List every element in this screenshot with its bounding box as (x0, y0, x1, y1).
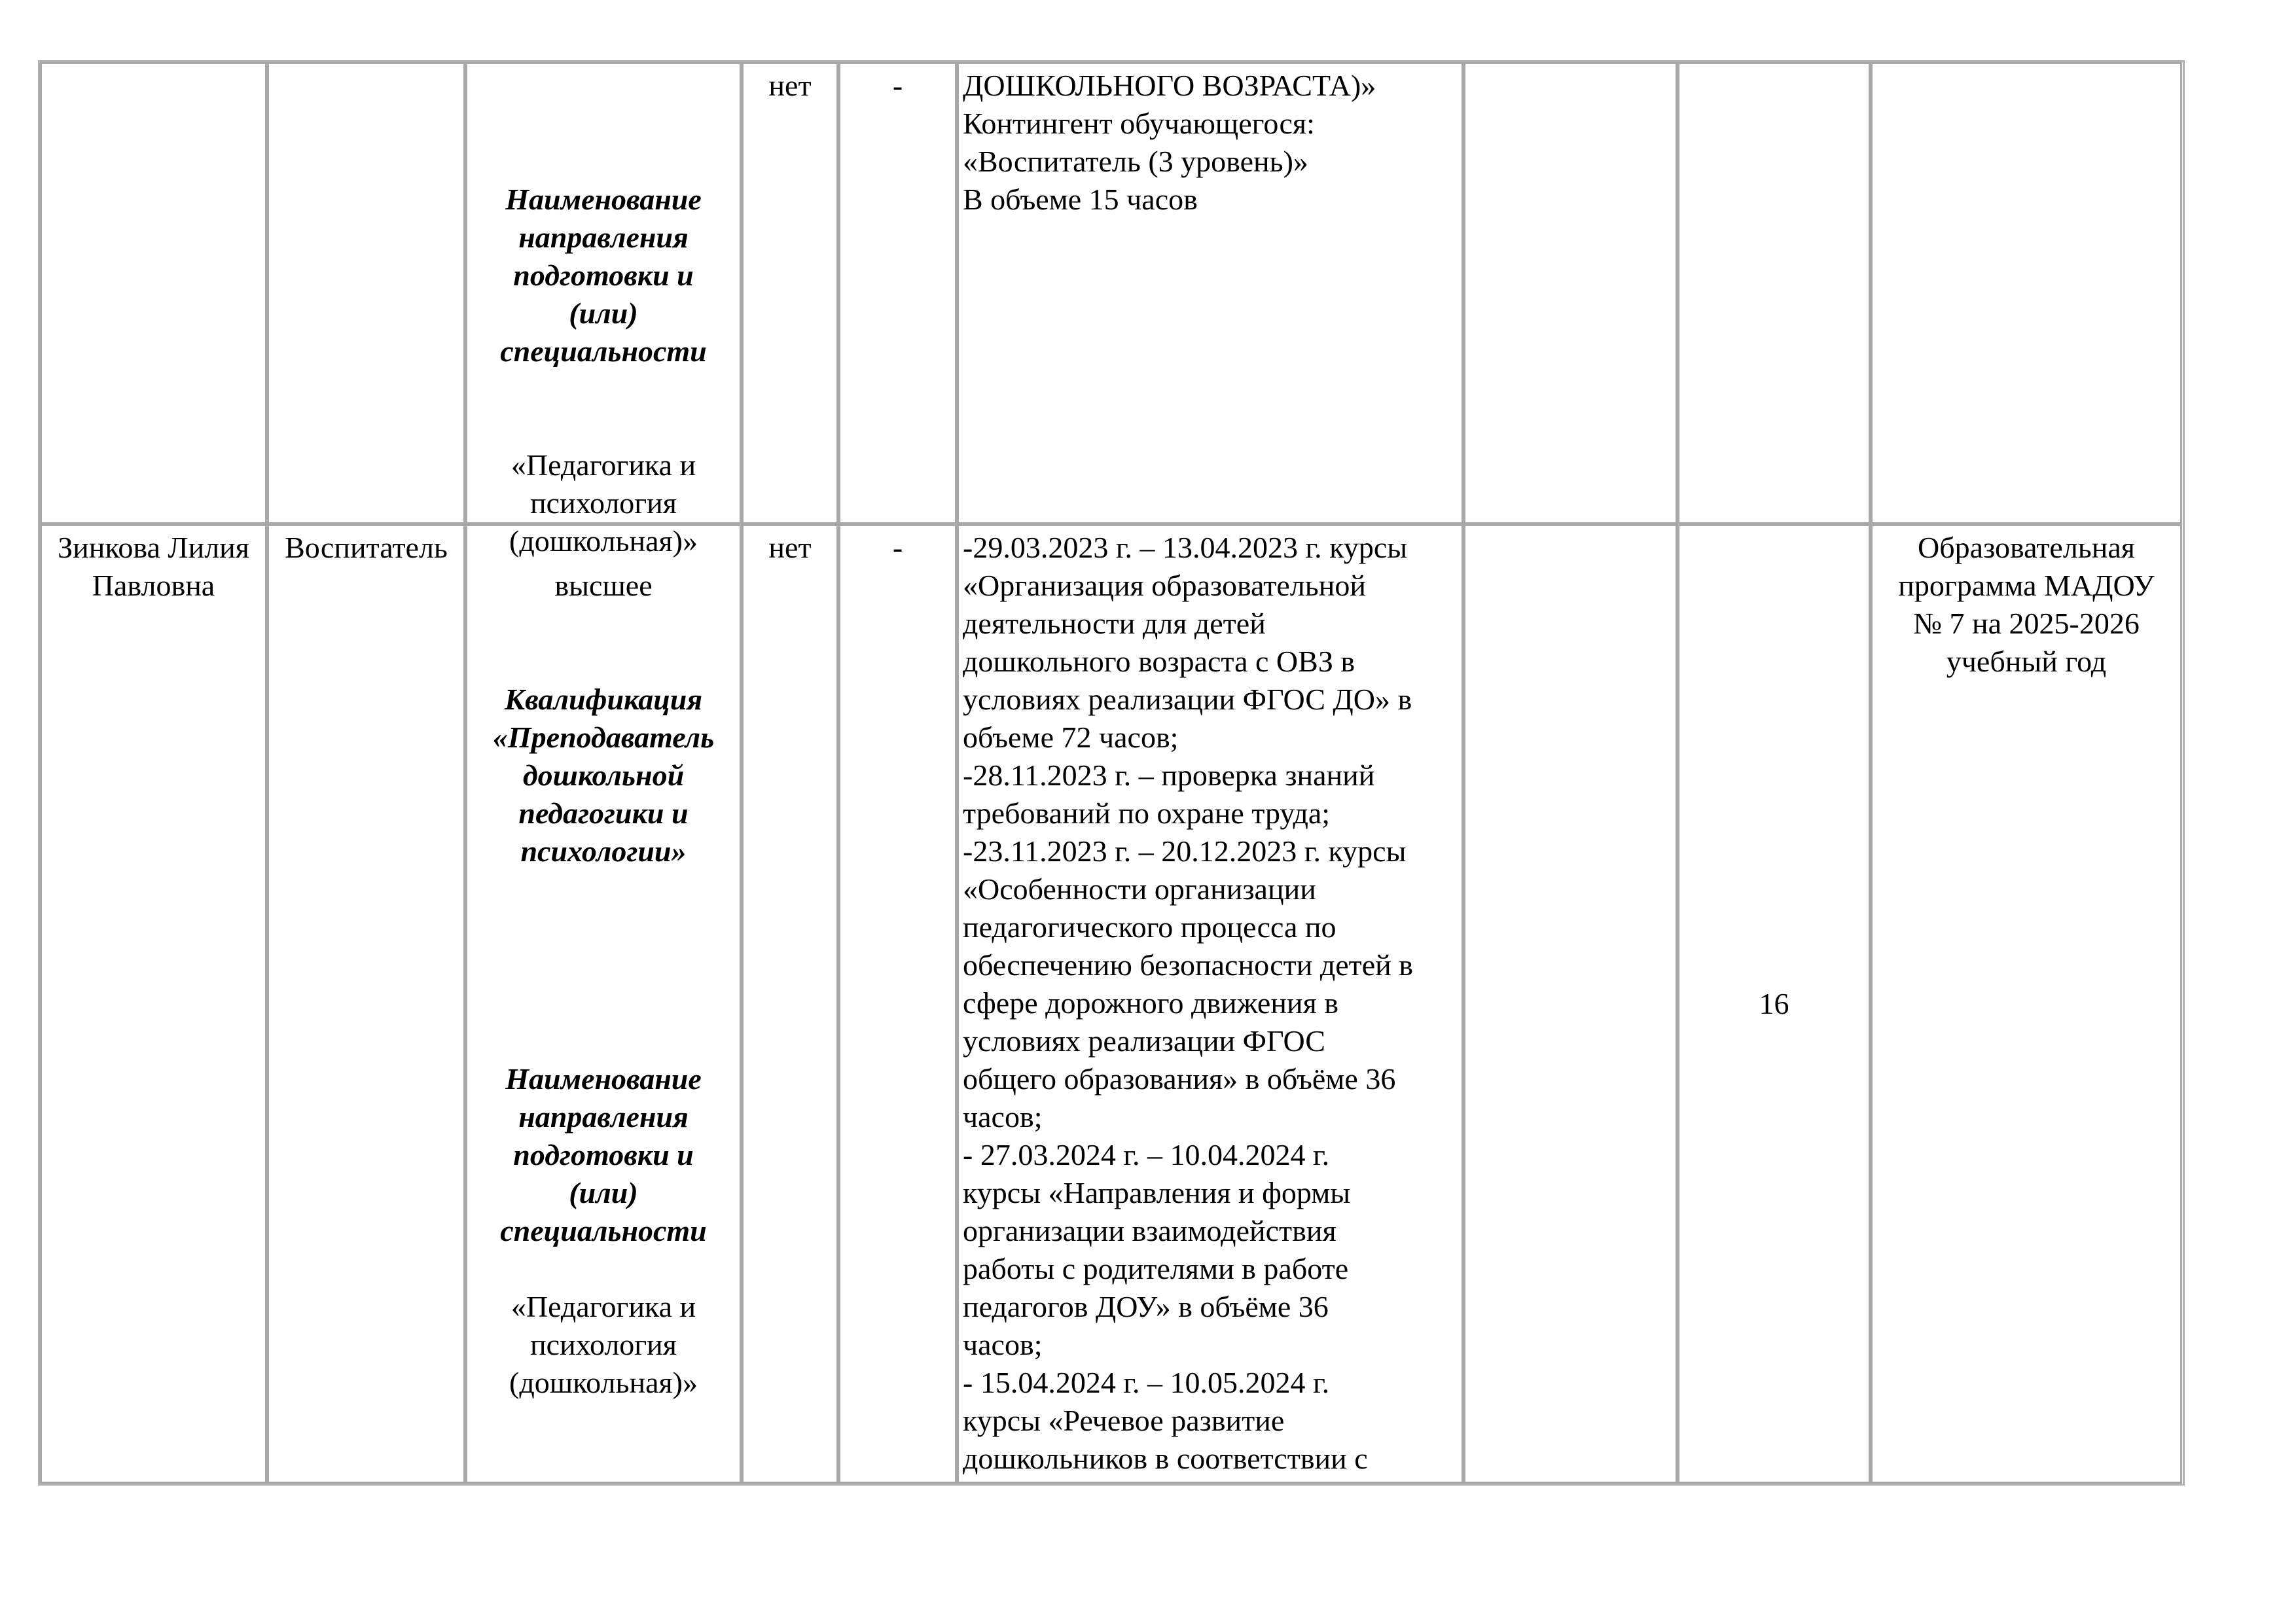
cell-total-experience (1463, 524, 1677, 1484)
qualification-heading: Квалификация «Преподаватель дошкольной педагогики и психологии» (492, 683, 715, 868)
cell-title: - (838, 524, 957, 1484)
cell-program: Образовательная программа МАДОУ № 7 на 2025-2026 учебный год (1871, 524, 2182, 1484)
education-specialty: «Педагогика и психология (дошкольная)» (509, 1290, 698, 1399)
ped-experience-value: 16 (1759, 987, 1789, 1020)
cell-position: Воспитатель (267, 524, 465, 1484)
cell-ped-experience (1677, 524, 1871, 1484)
cell-title: - (838, 62, 957, 524)
education-spacer (471, 908, 736, 1022)
education-spacer (471, 105, 736, 143)
education-specialty: «Педагогика и психология (дошкольная)» (509, 448, 698, 558)
cell-education (465, 524, 742, 1484)
cell-degree: нет (742, 524, 838, 1484)
cell-training: -29.03.2023 г. – 13.04.2023 г. курсы «Организация образовательной деятельности для детей дошкольного возраста с ОВЗ в условиях реализации ФГОС ДО» в объеме 72 часов; -28.11.2023 г. – проверка знаний требований по охране труда; -23.11.2023 г. – 20.12.2023 г. курсы «Особенности организации педагогического процесса по обеспечению безопасности детей в сфере дорожного движения в условиях реализации ФГОС общего образования» в объёме 36 часов; - 27.03.2024 г. – 10.04.2024 г. курсы «Направления и формы организации взаимодействия работы с родителями в работе педагогов ДОУ» в объёме 36 часов; - 15.04.2024 г. – 10.05.2024 г. курсы «Речевое развитие дошкольников в соответствии с (957, 524, 1463, 1484)
cell-name (40, 62, 267, 524)
cell-ped-experience (1677, 62, 1871, 524)
education-level: высшее (554, 569, 653, 602)
cell-total-experience (1463, 62, 1677, 524)
cell-position (267, 62, 465, 524)
cell-name: Зинкова Лилия Павловна (40, 524, 267, 1484)
education-heading: Наименование направления подготовки и (или) специальности (500, 1062, 707, 1247)
cell-program (1871, 62, 2182, 524)
cell-degree: нет (742, 62, 838, 524)
cell-education (465, 62, 742, 558)
education-heading: Наименование направления подготовки и (или) специальности (500, 183, 707, 368)
cell-training: ДОШКОЛЬНОГО ВОЗРАСТА)» Контингент обучающегося: «Воспитатель (3 уровень)» В объеме 15 часов (957, 62, 1463, 524)
